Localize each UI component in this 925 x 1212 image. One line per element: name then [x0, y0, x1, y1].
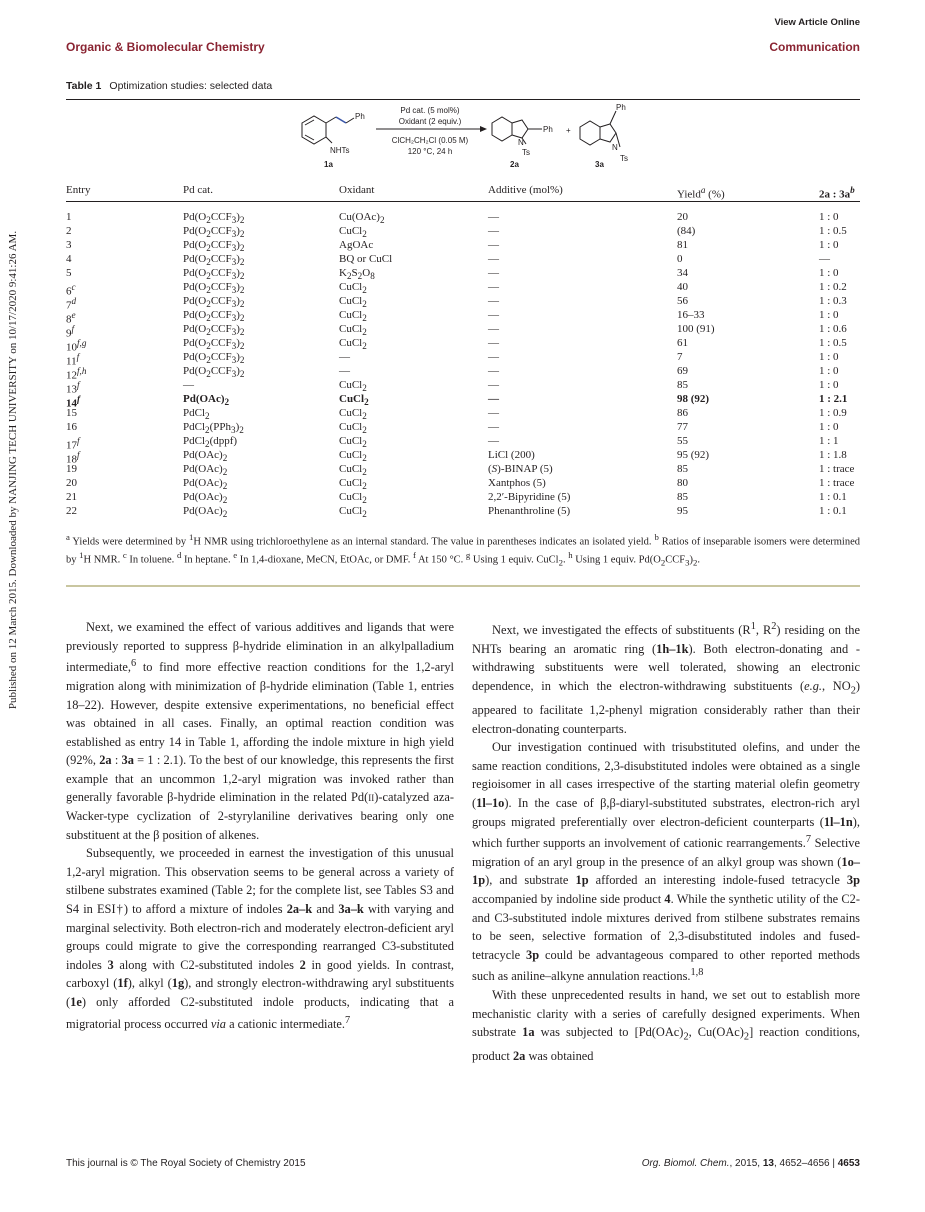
body-paragraph: Next, we investigated the effects of substituents ($R^1$, $R^2$) residing on the NHTs bearing an aromatic ring (1h–1k). Both electron-donating and -withdrawing substituents were well tolerated, showing an electronic dependence, in which the electron-withdrawing substituents (e.g., $NO_2$) appeared to facilitate 1,2-phenyl migration considerably rather than their electron-donating counterparts.	[472, 621, 861, 736]
cell-ratio: 1 : 0.2	[819, 281, 847, 293]
table-row	[66, 462, 860, 476]
table-bottom-rule	[66, 585, 860, 587]
cell-oxidant: $Cu(OAc)_2$	[339, 211, 385, 226]
cell-ratio: 1 : 0	[819, 211, 839, 223]
cell-catalyst: $PdCl_2(PPh_3)_2$	[183, 421, 244, 436]
cell-catalyst: —	[183, 379, 194, 391]
substrate-label: 1a	[324, 160, 333, 169]
cell-entry: 19	[66, 463, 77, 475]
cell-additive: —	[488, 421, 499, 433]
cell-entry: 11$^f$	[66, 352, 80, 368]
product-2a-structure	[492, 117, 542, 144]
citation-volume: 13	[762, 1158, 774, 1169]
table-row	[66, 224, 860, 238]
cell-ratio: 1 : 0.6	[819, 323, 847, 335]
publication-sidebar	[6, 180, 20, 760]
view-article-online-link[interactable]: View Article Online	[774, 17, 860, 28]
cell-yield: 95	[677, 505, 688, 517]
cell-oxidant: $K_2S_2O_8$	[339, 267, 375, 282]
cell-yield: 100 (91)	[677, 323, 715, 335]
cell-ratio: 1 : 0	[819, 239, 839, 251]
product-2a-n: N	[518, 138, 524, 147]
cell-catalyst: $Pd(O_2CCF_3)_2$	[183, 309, 245, 324]
table-row	[66, 364, 860, 382]
product-3a-structure	[580, 111, 620, 147]
cell-oxidant: —	[339, 351, 350, 363]
page-number: 4653	[837, 1158, 860, 1169]
header-ratio-note: b	[850, 185, 855, 195]
cell-additive: —	[488, 239, 499, 251]
substrate-nhts: NHTs	[330, 146, 350, 155]
cell-catalyst: $Pd(O_2CCF_3)_2$	[183, 281, 245, 296]
cell-catalyst: $Pd(OAc)_2$	[183, 393, 230, 408]
header-yield-text: Yield	[677, 188, 701, 201]
cell-oxidant: CuCl$_2$	[339, 379, 367, 394]
cell-oxidant: CuCl$_2$	[339, 323, 367, 338]
cell-catalyst: $Pd(O_2CCF_3)_2$	[183, 253, 245, 268]
table-row	[66, 280, 860, 298]
table-row	[66, 294, 860, 312]
table-top-rule	[66, 99, 860, 100]
cell-ratio: 1 : 0	[819, 421, 839, 433]
cell-oxidant: —	[339, 365, 350, 377]
cell-additive: —	[488, 323, 499, 335]
cell-entry: 1	[66, 211, 72, 223]
condition-line-2: 120 °C, 24 h	[407, 147, 453, 156]
table-footnotes: $^a$ Yields were determined by $^1$H NMR using trichloroethylene as an internal standard. The value in parentheses indicates an isolated yield. $^b$ Ratios of inseparable isomers were determined by $^1$H NMR. $^c$ In toluene. $^d$ In heptane. $^e$ In 1,4-dioxane, MeCN, EtOAc, or DMF. $^f$ At 150 °C. $^g$ Using 1 equiv. CuCl$_2$. $^h$ Using 1 equiv. $Pd(O_2CCF_3)_2$.	[66, 532, 860, 568]
cell-additive: —	[488, 281, 499, 293]
table-row	[66, 308, 860, 326]
cell-oxidant: BQ or CuCl	[339, 253, 393, 265]
cell-ratio: 1 : 0.5	[819, 225, 847, 237]
cell-entry: 13$^f$	[66, 380, 80, 396]
cell-additive: —	[488, 393, 499, 405]
table-row	[66, 434, 860, 452]
table-header-rule	[66, 201, 860, 202]
table-row	[66, 406, 860, 420]
cell-additive: —	[488, 295, 499, 307]
cell-yield: 40	[677, 281, 688, 293]
table-caption	[66, 80, 272, 92]
cell-ratio: 1 : trace	[819, 477, 855, 489]
cell-catalyst: $Pd(O_2CCF_3)_2$	[183, 239, 245, 254]
cell-yield: 55	[677, 435, 688, 447]
cell-oxidant: CuCl$_2$	[339, 477, 367, 492]
cell-oxidant: CuCl$_2$	[339, 463, 367, 478]
cell-oxidant: CuCl$_2$	[339, 281, 367, 296]
cell-yield: 16–33	[677, 309, 705, 321]
cell-ratio: 1 : 1.8	[819, 449, 847, 461]
cell-oxidant: CuCl$_2$	[339, 295, 367, 310]
cell-additive: —	[488, 211, 499, 223]
reaction-scheme	[290, 103, 630, 173]
cell-entry: 12$^{f,h}$	[66, 366, 87, 382]
cell-entry: 2	[66, 225, 72, 237]
header-yield-note: a	[700, 185, 706, 195]
product-2a-label: 2a	[510, 160, 519, 169]
copyright-notice: This journal is © The Royal Society of Chemistry 2015	[66, 1158, 306, 1169]
table-row	[66, 490, 860, 504]
body-paragraph: Our investigation continued with trisubstituted olefins, and under the same reaction conditions, 2,3-disubstituted indoles were obtained as a single regioisomer in all cases irrespective of the starting material olefin geometry (1l–1o). In the case of β,β-diaryl-substituted substrates, electron-rich aryl groups migrated preferentially over electron-deficient counterparts (1l–1n), which further supports an involvement of cationic rearrangements.$^7$ Selective migration of an aryl group in the presence of an alkyl group was shown (1o–1p), and substrate 1p afforded an interesting indole-fused tetracycle 3p accompanied by indoline side product 4. While the synthetic utility of the C2- and C3-substituted indole mixtures derived from stilbene substrates remains to be seen, selective formation of 2,3-disubstituted indoles and fused-tetracycle 3p could be advantageous compared to other reported methods such as aniline–alkyne annulation reactions.$^{1,8}$	[472, 740, 861, 984]
body-paragraph: Subsequently, we proceeded in earnest the investigation of this unusual 1,2-aryl migration. This observation seems to be general across a variety of stilbene substrates examined (Table 2; for the complete list, see Tables S3 and S4 in ESI†) to afford a mixture of indoles 2a–k and 3a–k with varying and marginal selectivity. Both electron-rich and moderately electron-deficient aryl groups could migrate to give the corresponding rearranged C3-substituted indoles 3 along with C2-substituted indoles 2 in good yields. In contrast, carboxyl (1f), alkyl (1g), and strongly electron-withdrawing aryl substituents (1e) only afforded C2-substituted indole products, indicating that a migratorial process occurred via a cationic intermediate.$^7$	[66, 846, 455, 1031]
cell-oxidant: CuCl$_2$	[339, 407, 367, 422]
substrate-structure	[302, 116, 354, 144]
cell-entry: 5	[66, 267, 72, 279]
cell-ratio: 1 : 0	[819, 267, 839, 279]
cell-entry: 4	[66, 253, 72, 265]
table-header	[66, 183, 860, 201]
cell-ratio: 1 : 0	[819, 365, 839, 377]
cell-yield: 95 (92)	[677, 449, 710, 461]
cell-additive: —	[488, 253, 499, 265]
table-row	[66, 392, 860, 410]
cell-oxidant: CuCl$_2$	[339, 393, 369, 408]
cell-additive: —	[488, 351, 499, 363]
body-column-left	[66, 618, 454, 1033]
cell-entry: 21	[66, 491, 77, 503]
cell-oxidant: AgOAc	[339, 239, 374, 251]
cell-yield: 34	[677, 267, 688, 279]
cell-additive: Phenanthroline (5)	[488, 505, 571, 517]
publication-notice: Published on 12 March 2015. Downloaded by NANJING TECH UNIVERSITY on 10/17/2020 9:41:26 AM.	[7, 230, 19, 710]
product-3a-ts: Ts	[620, 154, 628, 163]
cell-oxidant: CuCl$_2$	[339, 309, 367, 324]
cell-yield: 69	[677, 365, 688, 377]
cell-yield: 80	[677, 477, 688, 489]
header-catalyst: Pd cat.	[183, 184, 213, 196]
table-row	[66, 322, 860, 340]
cell-additive: —	[488, 309, 499, 321]
cell-entry: 10$^{f,g}$	[66, 338, 87, 354]
reagent-line-2: Oxidant (2 equiv.)	[398, 117, 462, 126]
citation-year: , 2015,	[729, 1158, 763, 1169]
cell-yield: (84)	[677, 225, 696, 237]
header-yield-unit: (%)	[705, 188, 725, 201]
cell-additive: 2,2′-Bipyridine (5)	[488, 491, 571, 503]
condition-line-1: ClCH₂CH₂Cl (0.05 M)	[391, 136, 469, 145]
table-row	[66, 350, 860, 368]
cell-entry: 9$^f$	[66, 324, 75, 340]
table-row	[66, 504, 860, 518]
cell-oxidant: CuCl$_2$	[339, 449, 367, 464]
cell-yield: 56	[677, 295, 688, 307]
cell-yield: 85	[677, 491, 688, 503]
table-row	[66, 378, 860, 396]
table-row	[66, 420, 860, 434]
body-paragraph: Next, we examined the effect of various additives and ligands that were previously reported to suppress β-hydride elimination in an alkylpalladium intermediate,$^6$ to find more effective reaction conditions for the 1,2-aryl migration along with minimization of β-hydride elimination (Table 1, entries 18–22). However, despite extensive experimentations, no beneficial effect was obtained in all cases. Finally, an optimal reaction condition was established as entry 14 in Table 1, affording the indole mixture in high yield (92%, 2a : 3a = 1 : 2.1). To the best of our knowledge, this represents the first example that an uncommon 1,2-aryl migration was invoked rather than generally favorable β-hydride elimination in the related Pd(ii)-catalyzed aza-Wacker-type cyclization of 2-styrylaniline derivatives bearing only one substituent at the β position of alkenes.	[66, 620, 455, 842]
cell-ratio: 1 : 0.1	[819, 491, 847, 503]
cell-catalyst: $Pd(O_2CCF_3)_2$	[183, 211, 245, 226]
body-paragraph: With these unprecedented results in hand, we set out to establish more mechanistic clarity with a series of carefully designed experiments. When substrate 1a was subjected to [$Pd(OAc)_2$, $Cu(OAc)_2$] reaction conditions, product 2a was obtained	[472, 988, 860, 1064]
cell-ratio: 1 : 0.9	[819, 407, 847, 419]
cell-additive: —	[488, 379, 499, 391]
cell-entry: 18$^f$	[66, 450, 80, 466]
cell-entry: 17$^f$	[66, 436, 80, 452]
table-row	[66, 336, 860, 354]
cell-entry: 3	[66, 239, 72, 251]
cell-ratio: —	[819, 253, 830, 265]
cell-catalyst: $Pd(O_2CCF_3)_2$	[183, 351, 245, 366]
header-ratio	[819, 183, 855, 202]
cell-ratio: 1 : 0	[819, 379, 839, 391]
cell-oxidant: CuCl$_2$	[339, 225, 367, 240]
cell-additive: Xantphos (5)	[488, 477, 546, 489]
section-running-head: Communication	[769, 40, 860, 54]
product-2a-ph: Ph	[543, 125, 553, 134]
body-column-right	[472, 618, 860, 1066]
cell-oxidant: CuCl$_2$	[339, 435, 367, 450]
table-row	[66, 476, 860, 490]
cell-catalyst: $Pd(OAc)_2$	[183, 449, 228, 464]
cell-yield: 61	[677, 337, 688, 349]
cell-catalyst: $Pd(O_2CCF_3)_2$	[183, 267, 245, 282]
cell-ratio: 1 : 0.1	[819, 505, 847, 517]
cell-yield: 98 (92)	[677, 393, 710, 405]
citation-info	[642, 1158, 860, 1169]
product-3a-n: N	[612, 143, 618, 152]
cell-oxidant: CuCl$_2$	[339, 491, 367, 506]
cell-catalyst: $Pd(O_2CCF_3)_2$	[183, 337, 245, 352]
table-row	[66, 266, 860, 280]
product-3a-label: 3a	[595, 160, 604, 169]
cell-oxidant: CuCl$_2$	[339, 421, 367, 436]
cell-entry: 8e	[66, 310, 76, 326]
cell-ratio: 1 : 0	[819, 309, 839, 321]
cell-additive: LiCl (200)	[488, 449, 535, 461]
cell-additive: (S)-BINAP (5)	[488, 463, 553, 475]
cell-catalyst: $Pd(OAc)_2$	[183, 477, 228, 492]
cell-ratio: 1 : 0.5	[819, 337, 847, 349]
header-entry: Entry	[66, 184, 91, 196]
cell-catalyst: $Pd(O_2CCF_3)_2$	[183, 323, 245, 338]
citation-journal: Org. Biomol. Chem.	[641, 1158, 730, 1169]
cell-entry: 6$^c$	[66, 282, 76, 298]
cell-catalyst: $Pd(OAc)_2$	[183, 463, 228, 478]
product-3a-ph: Ph	[616, 103, 626, 112]
table-body	[66, 210, 860, 518]
product-2a-ts: Ts	[522, 148, 530, 157]
arrow-head-icon	[480, 126, 487, 132]
cell-catalyst: $Pd(O_2CCF_3)_2$	[183, 225, 245, 240]
cell-oxidant: CuCl$_2$	[339, 337, 367, 352]
cell-entry: 7$^d$	[66, 296, 77, 312]
cell-entry: 15	[66, 407, 77, 419]
cell-additive: —	[488, 365, 499, 377]
cell-catalyst: $Pd(O_2CCF_3)_2$	[183, 365, 245, 380]
cell-catalyst: PdCl$_2$	[183, 407, 210, 422]
cell-catalyst: $Pd(OAc)_2$	[183, 505, 228, 520]
header-ratio-text: 2a : 3a	[819, 188, 851, 201]
cell-additive: —	[488, 267, 499, 279]
header-yield	[677, 183, 725, 202]
cell-yield: 20	[677, 211, 688, 223]
cell-ratio: 1 : 0	[819, 351, 839, 363]
cell-entry: 16	[66, 421, 77, 433]
header-additive: Additive (mol%)	[488, 184, 563, 196]
table-row	[66, 448, 860, 466]
cell-yield: 85	[677, 463, 688, 475]
table-label: Table 1	[66, 80, 102, 92]
table-row	[66, 238, 860, 252]
cell-yield: 85	[677, 379, 688, 391]
cell-entry: 20	[66, 477, 77, 489]
header-oxidant: Oxidant	[339, 184, 375, 196]
journal-running-head: Organic & Biomolecular Chemistry	[66, 40, 265, 54]
citation-pages: , 4652–4656 |	[773, 1158, 838, 1169]
cell-yield: 7	[677, 351, 683, 363]
table-caption-text: Optimization studies: selected data	[109, 80, 273, 92]
reagent-line-1: Pd cat. (5 mol%)	[400, 106, 460, 115]
table-row	[66, 210, 860, 224]
cell-catalyst: $Pd(O_2CCF_3)_2$	[183, 295, 245, 310]
cell-yield: 77	[677, 421, 688, 433]
cell-entry: 22	[66, 505, 77, 517]
cell-ratio: 1 : 2.1	[819, 393, 848, 405]
cell-catalyst: PdCl$_2$(dppf)	[183, 435, 238, 450]
plus-sign: +	[566, 126, 571, 135]
cell-oxidant: CuCl$_2$	[339, 505, 367, 520]
cell-yield: 86	[677, 407, 688, 419]
table-row	[66, 252, 860, 266]
cell-additive: —	[488, 337, 499, 349]
cell-ratio: 1 : 0.3	[819, 295, 847, 307]
cell-entry: 14$^f$	[66, 394, 81, 410]
cell-yield: 81	[677, 239, 688, 251]
cell-additive: —	[488, 407, 499, 419]
cell-catalyst: $Pd(OAc)_2$	[183, 491, 228, 506]
substrate-ph: Ph	[355, 112, 365, 121]
cell-additive: —	[488, 435, 499, 447]
cell-yield: 0	[677, 253, 683, 265]
cell-ratio: 1 : trace	[819, 463, 855, 475]
cell-additive: —	[488, 225, 499, 237]
cell-ratio: 1 : 1	[819, 435, 839, 447]
